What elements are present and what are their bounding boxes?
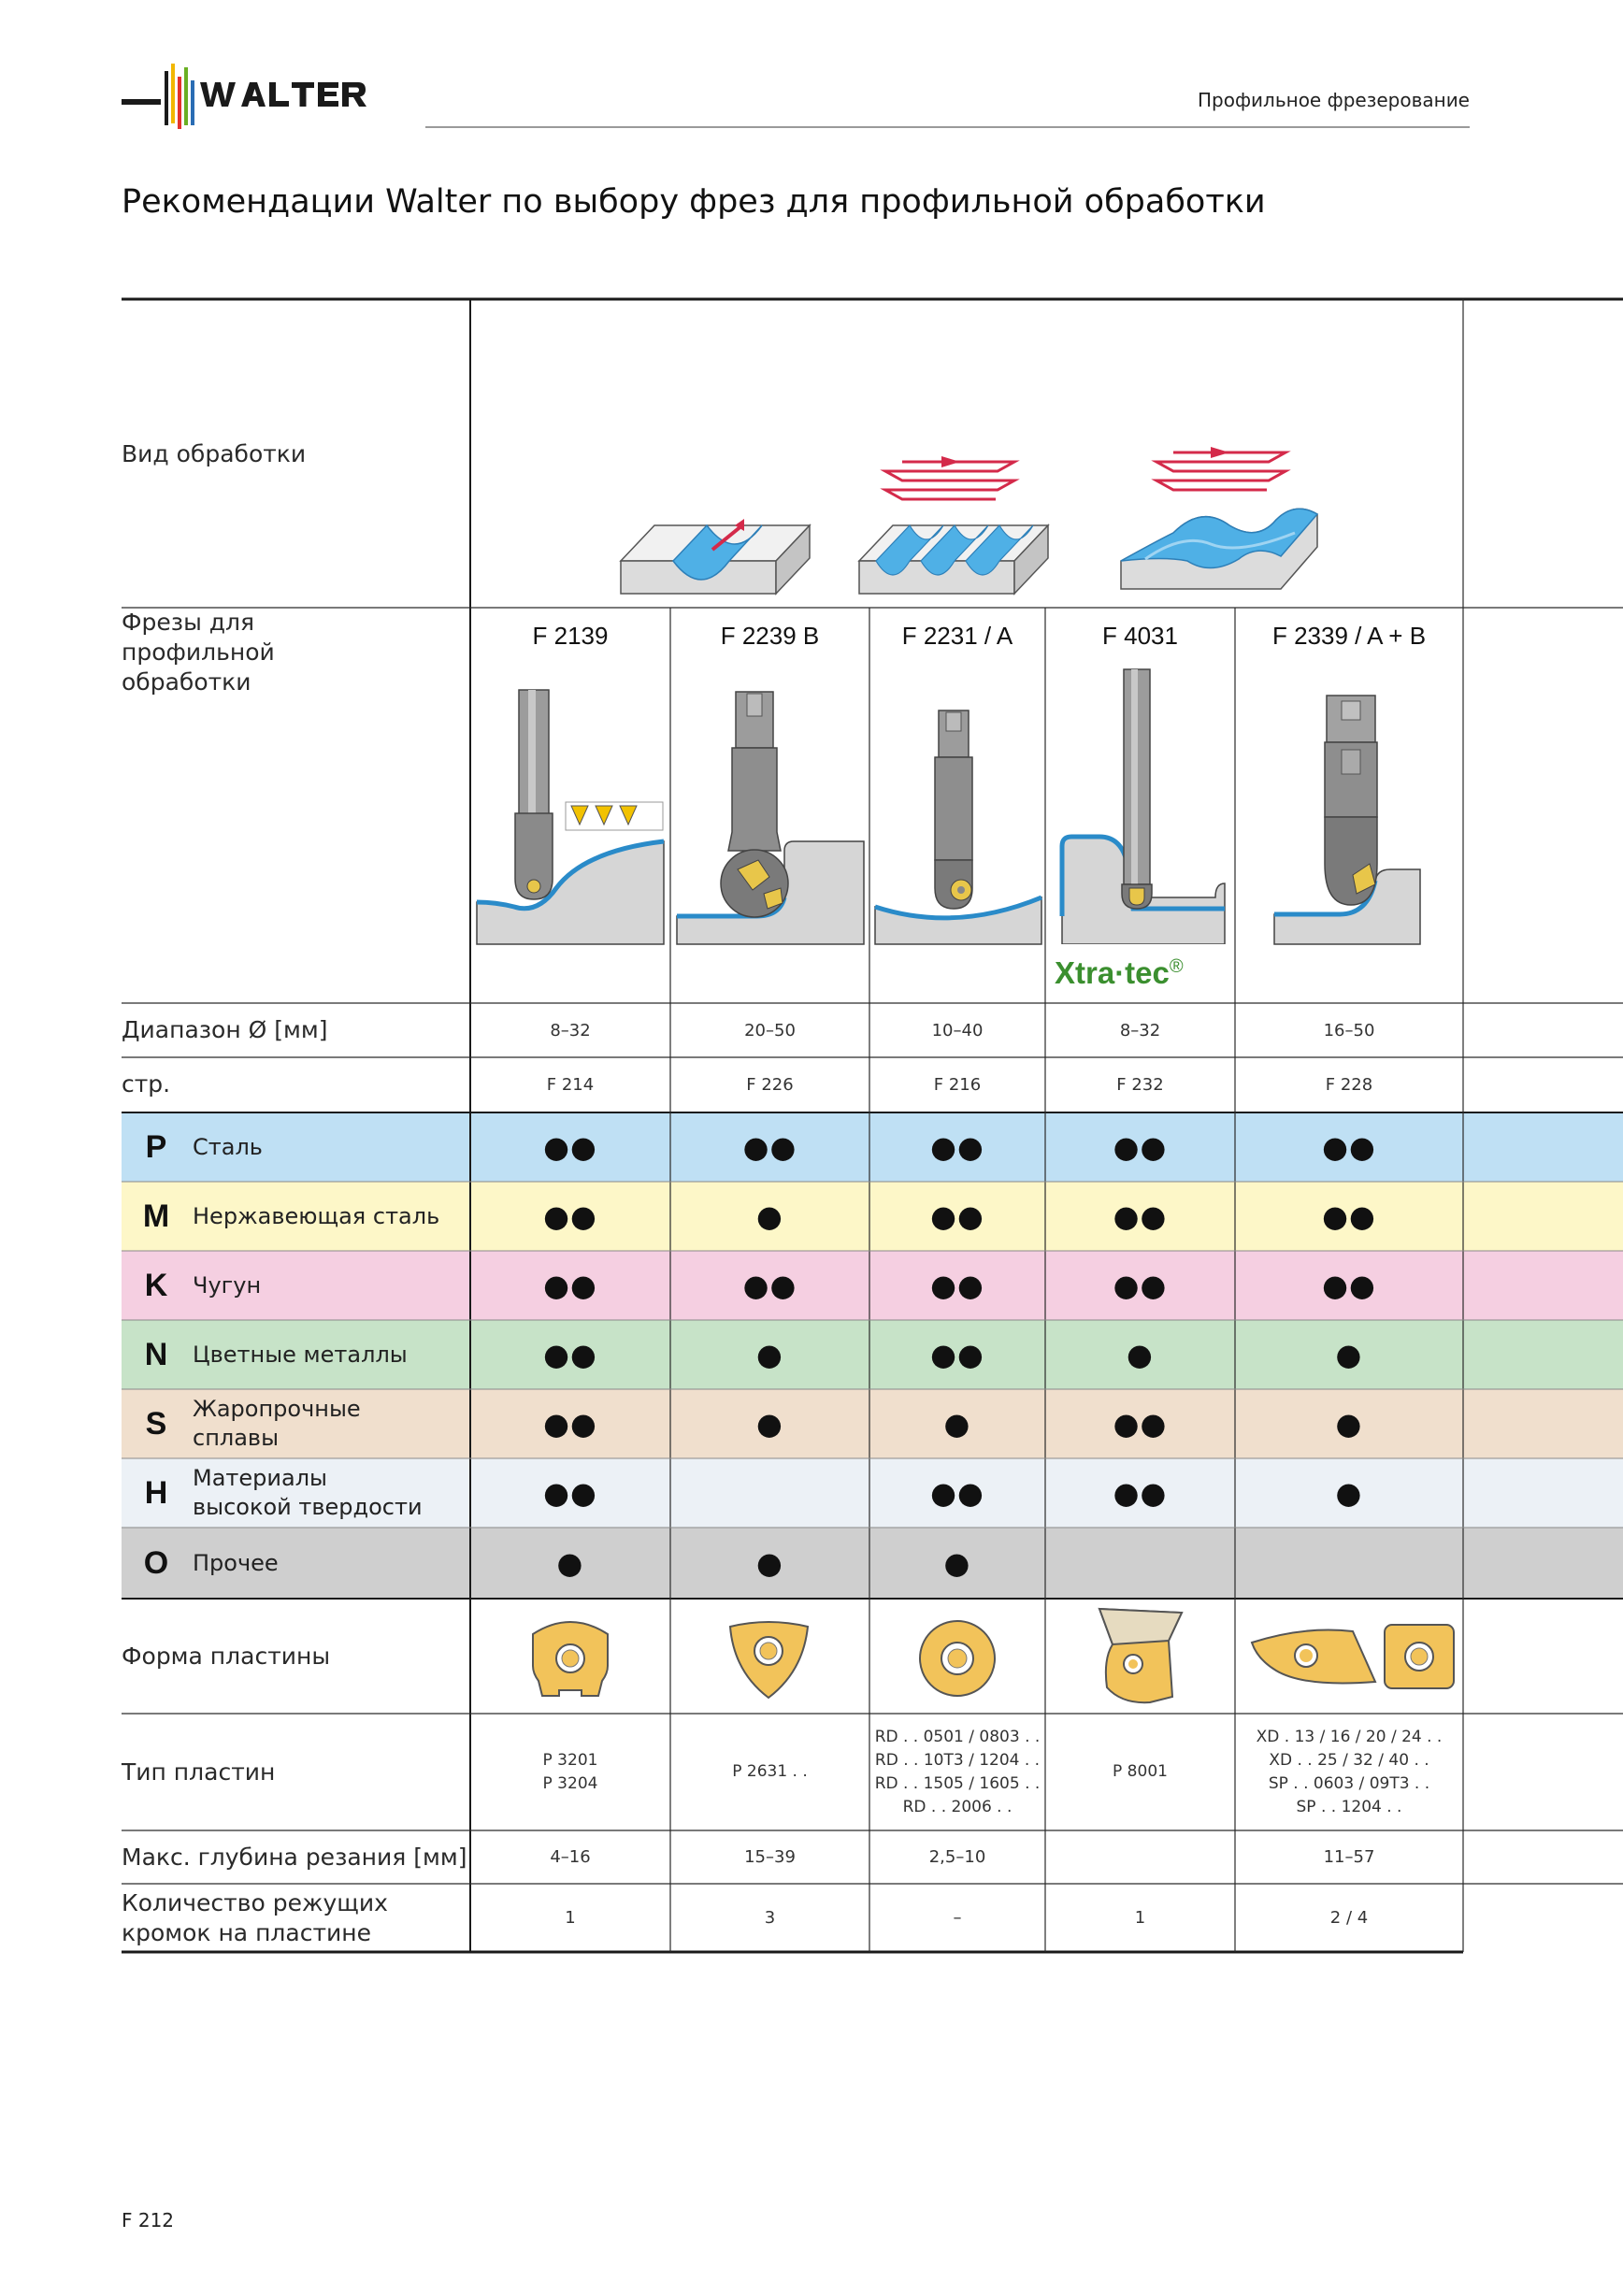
rating-cell: ● xyxy=(943,1545,971,1581)
label-page: стр. xyxy=(122,1070,171,1098)
insert-type-cell: P 3201 P 3204 xyxy=(542,1750,598,1793)
xtra-tec-badge xyxy=(1055,955,1184,991)
insert-shape-p32-icon xyxy=(524,1615,617,1701)
page-ref-link[interactable]: F 226 xyxy=(746,1075,794,1095)
diameter-cell: 8–32 xyxy=(550,1020,591,1040)
material-name: Нержавеющая сталь xyxy=(193,1202,440,1229)
column-header: F 2339 / A + B xyxy=(1271,621,1427,650)
material-letter: N xyxy=(144,1336,168,1372)
page-ref-link[interactable]: F 232 xyxy=(1116,1075,1164,1095)
page-title: Рекомендации Walter по выбору фрез для профильной обработки xyxy=(122,183,1266,221)
column-header: F 2239 B xyxy=(720,621,820,650)
rating-cell: ●● xyxy=(543,1406,597,1442)
rating-cell: ●● xyxy=(543,1337,597,1372)
material-name: Цветные металлы xyxy=(193,1341,408,1368)
label-insert-type: Тип пластин xyxy=(122,1758,276,1786)
material-letter: H xyxy=(144,1474,168,1511)
rating-cell: ●● xyxy=(1113,1406,1168,1442)
label-insert-shape: Форма пластины xyxy=(122,1643,331,1670)
3d-contour-illustration xyxy=(1117,439,1323,598)
rating-cell: ●● xyxy=(543,1129,597,1165)
rating-cell: ●● xyxy=(1113,1475,1168,1511)
rating-cell: ● xyxy=(756,1337,783,1372)
rating-cell: ●● xyxy=(543,1475,597,1511)
label-edges: Количество режущих кромок на пластине xyxy=(122,1889,388,1946)
rating-cell: ●● xyxy=(742,1268,797,1303)
material-letter: K xyxy=(144,1267,168,1303)
xtra-tec-label: Xtra·tec xyxy=(1055,955,1170,990)
cutter-f2139-illustration xyxy=(472,682,668,949)
depth-cell: 2,5–10 xyxy=(928,1847,986,1867)
rating-cell: ●● xyxy=(930,1475,984,1511)
cutter-f2231a-illustration xyxy=(871,682,1045,949)
insert-shape-sp-icon xyxy=(1382,1622,1457,1691)
rating-cell: ●● xyxy=(1113,1198,1168,1234)
material-letter: M xyxy=(142,1198,170,1234)
rating-cell: ● xyxy=(943,1406,971,1442)
slot-milling-illustration xyxy=(617,505,813,598)
rating-cell xyxy=(1045,1528,1235,1599)
insert-shape-xd-icon xyxy=(1248,1622,1379,1687)
rating-cell xyxy=(1235,1528,1463,1599)
insert-type-cell: XD . 13 / 16 / 20 / 24 . . XD . . 25 / 32 / 40 . . SP . . 0603 / 09T3 . . SP . . 1204 . . xyxy=(1256,1727,1443,1816)
rating-cell: ●● xyxy=(1113,1129,1168,1165)
insert-shape-rd-icon xyxy=(914,1617,1000,1700)
rating-cell: ●● xyxy=(930,1129,984,1165)
diameter-cell: 16–50 xyxy=(1323,1020,1375,1040)
header-rule xyxy=(425,126,1470,128)
rating-cell: ●● xyxy=(930,1268,984,1303)
edges-cell: 1 xyxy=(565,1908,576,1928)
material-name: Материалы высокой твердости xyxy=(193,1465,423,1520)
rating-cell: ●● xyxy=(742,1129,797,1165)
edges-cell: – xyxy=(953,1908,962,1928)
rating-cell: ●● xyxy=(930,1198,984,1234)
material-letter: P xyxy=(145,1128,167,1165)
rating-cell: ● xyxy=(1335,1475,1363,1511)
depth-cell: 4–16 xyxy=(550,1847,591,1867)
registered-mark: ® xyxy=(1169,956,1184,977)
edges-cell: 1 xyxy=(1134,1908,1146,1928)
material-letter: O xyxy=(143,1544,169,1581)
column-header: F 2231 / A xyxy=(901,621,1013,650)
material-name: Сталь xyxy=(193,1133,263,1160)
cutter-f4031-illustration xyxy=(1047,664,1234,944)
page-ref-link[interactable]: F 228 xyxy=(1325,1075,1373,1095)
edges-cell: 2 / 4 xyxy=(1329,1908,1369,1928)
walter-logo xyxy=(122,58,402,133)
rating-cell: ● xyxy=(756,1198,783,1234)
rating-cell: ● xyxy=(756,1406,783,1442)
rating-cell: ●● xyxy=(1322,1268,1376,1303)
insert-type-cell: P 8001 xyxy=(1113,1762,1168,1781)
diameter-cell: 8–32 xyxy=(1119,1020,1161,1040)
material-name: Чугун xyxy=(193,1271,262,1299)
page-ref-link[interactable]: F 216 xyxy=(933,1075,982,1095)
page-ref-link[interactable]: F 214 xyxy=(546,1075,595,1095)
label-depth: Макс. глубина резания [мм] xyxy=(122,1844,467,1871)
diameter-cell: 10–40 xyxy=(931,1020,984,1040)
insert-type-cell: P 2631 . . xyxy=(732,1762,808,1781)
multiple-grooves-illustration xyxy=(855,449,1052,598)
rating-cell: ●● xyxy=(543,1268,597,1303)
rating-cell: ● xyxy=(756,1545,783,1581)
rating-cell: ●● xyxy=(1322,1198,1376,1234)
rating-cell: ●● xyxy=(543,1198,597,1234)
column-header: F 2139 xyxy=(532,621,609,650)
insert-shape-p8001-icon xyxy=(1094,1603,1187,1708)
rating-cell: ● xyxy=(1335,1406,1363,1442)
rating-cell: ● xyxy=(1335,1337,1363,1372)
material-name: Прочее xyxy=(193,1549,279,1576)
material-letter: S xyxy=(145,1405,167,1442)
insert-shape-p2631-icon xyxy=(725,1615,813,1701)
column-header: F 4031 xyxy=(1102,621,1178,650)
depth-cell xyxy=(1045,1830,1235,1884)
rating-cell: ● xyxy=(556,1545,584,1581)
label-operation: Вид обработки xyxy=(122,440,307,467)
page-number: F 212 xyxy=(122,2209,175,2231)
rating-cell: ●● xyxy=(1322,1129,1376,1165)
section-title: Профильное фрезерование xyxy=(1197,89,1470,111)
diameter-cell: 20–50 xyxy=(744,1020,796,1040)
material-name: Жаропрочные сплавы xyxy=(193,1396,361,1451)
cutter-f2339-illustration xyxy=(1237,682,1461,949)
label-cutters: Фрезы для профильной обработки xyxy=(122,609,275,696)
edges-cell: 3 xyxy=(764,1908,776,1928)
rating-cell: ●● xyxy=(930,1337,984,1372)
insert-type-cell: RD . . 0501 / 0803 . . RD . . 10T3 / 1204 . . RD . . 1505 / 1605 . . RD . . 2006 . . xyxy=(874,1727,1041,1816)
depth-cell: 11–57 xyxy=(1323,1847,1375,1867)
rating-cell: ● xyxy=(1127,1337,1154,1372)
rating-cell: ●● xyxy=(1113,1268,1168,1303)
rating-cell xyxy=(670,1458,869,1528)
depth-cell: 15–39 xyxy=(744,1847,796,1867)
cutter-f2239b-illustration xyxy=(672,682,869,949)
label-diameter: Диапазон Ø [мм] xyxy=(122,1016,328,1043)
